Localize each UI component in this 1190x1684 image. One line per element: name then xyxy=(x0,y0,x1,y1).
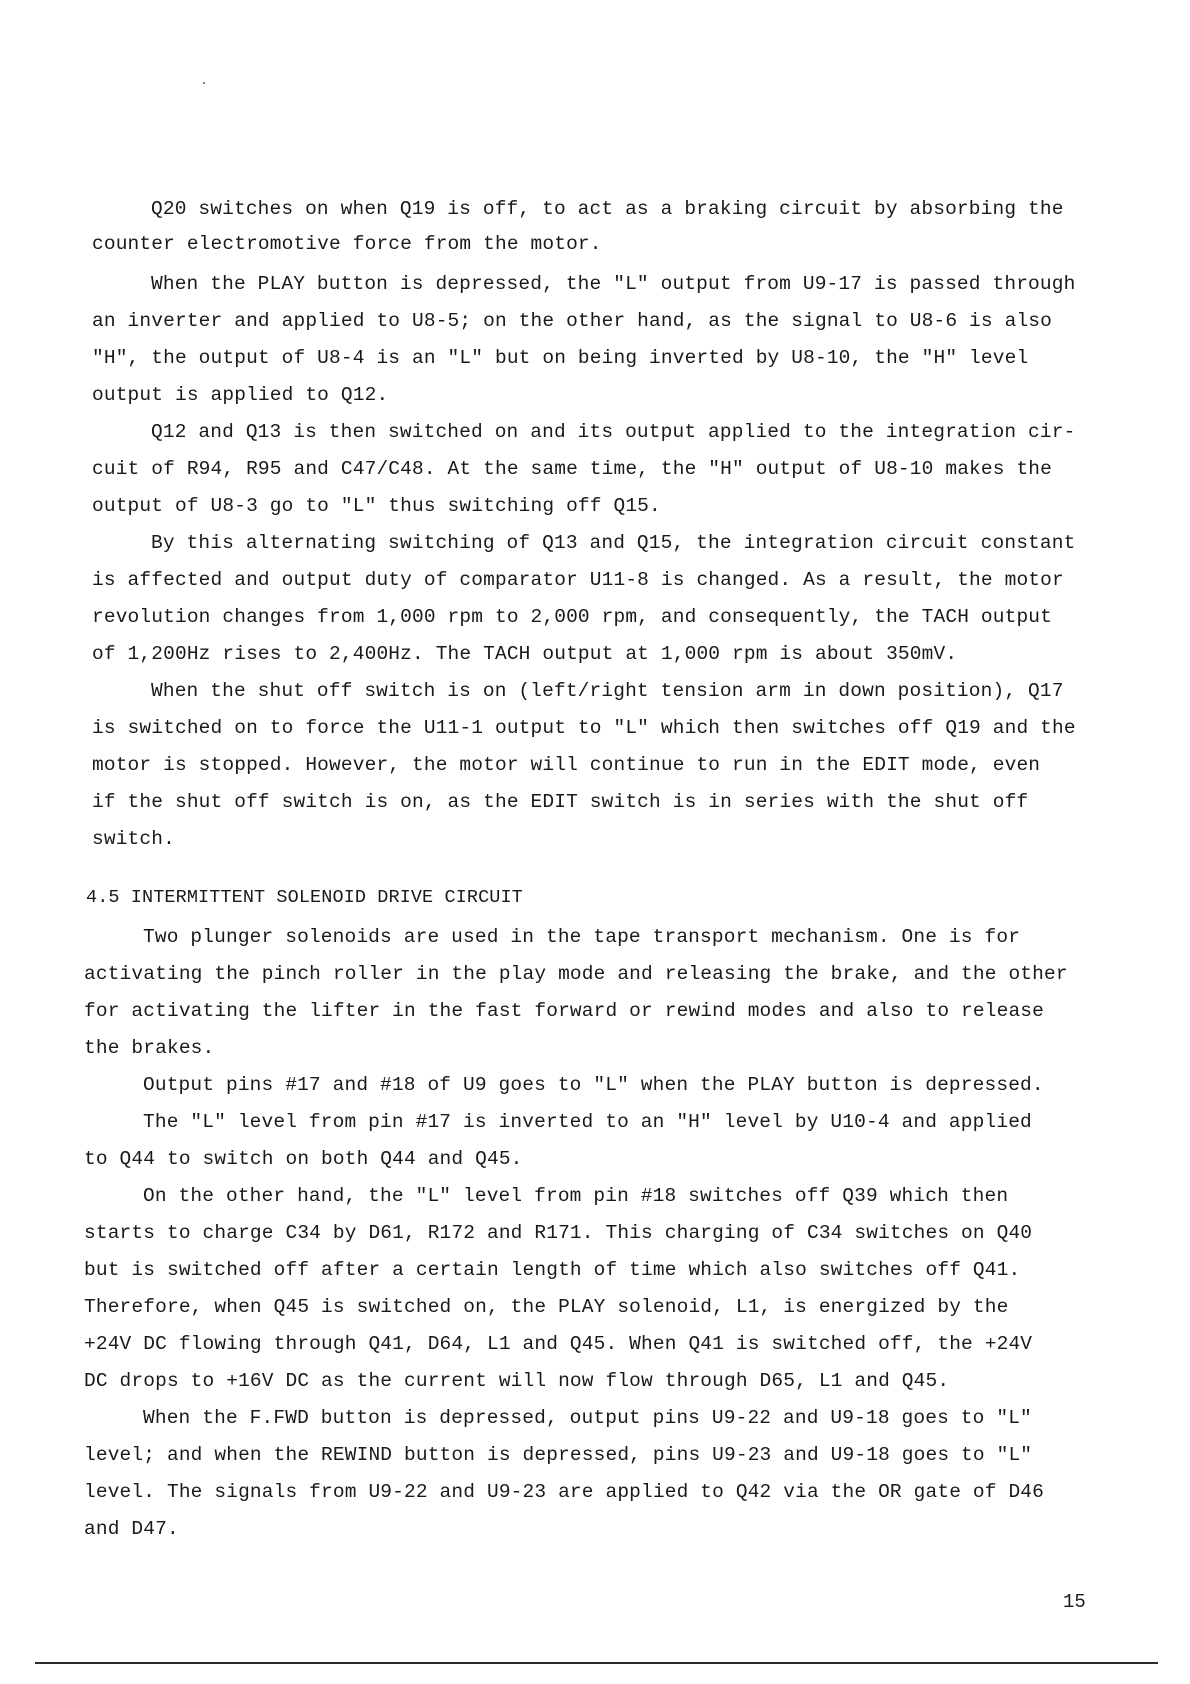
text-line: Therefore, when Q45 is switched on, the PLAY solenoid, L1, is energized by the xyxy=(84,1296,1009,1318)
text-line: cuit of R94, R95 and C47/C48. At the same time, the "H" output of U8-10 makes the xyxy=(92,458,1053,480)
text-line: of 1,200Hz rises to 2,400Hz. The TACH output at 1,000 rpm is about 350mV. xyxy=(92,643,958,665)
text-line: On the other hand, the "L" level from pin #18 switches off Q39 which then xyxy=(143,1185,1009,1207)
text-line: activating the pinch roller in the play mode and releasing the brake, and the other xyxy=(84,963,1068,985)
section-heading: 4.5 INTERMITTENT SOLENOID DRIVE CIRCUIT xyxy=(86,887,523,908)
text-line: level; and when the REWIND button is depressed, pins U9-23 and U9-18 goes to "L" xyxy=(84,1444,1033,1466)
text-line: for activating the lifter in the fast forward or rewind modes and also to release xyxy=(84,1000,1045,1022)
footer-rule xyxy=(35,1662,1158,1664)
scan-speck xyxy=(203,82,205,84)
text-line: Output pins #17 and #18 of U9 goes to "L" when the PLAY button is depressed. xyxy=(143,1074,1044,1096)
text-line: an inverter and applied to U8-5; on the other hand, as the signal to U8-6 is also xyxy=(92,310,1053,332)
text-line: DC drops to +16V DC as the current will now flow through D65, L1 and Q45. xyxy=(84,1370,950,1392)
text-line: if the shut off switch is on, as the EDIT switch is in series with the shut off xyxy=(92,791,1029,813)
text-line: the brakes. xyxy=(84,1037,215,1059)
text-line: Two plunger solenoids are used in the tape transport mechanism. One is for xyxy=(143,926,1021,948)
text-line: revolution changes from 1,000 rpm to 2,000 rpm, and consequently, the TACH output xyxy=(92,606,1053,628)
text-line: is affected and output duty of comparator U11-8 is changed. As a result, the motor xyxy=(92,569,1064,591)
text-line: to Q44 to switch on both Q44 and Q45. xyxy=(84,1148,523,1170)
text-line: Q12 and Q13 is then switched on and its output applied to the integration cir- xyxy=(151,421,1076,443)
text-line: and D47. xyxy=(84,1518,179,1540)
text-line: output is applied to Q12. xyxy=(92,384,389,406)
text-line: level. The signals from U9-22 and U9-23 are applied to Q42 via the OR gate of D46 xyxy=(84,1481,1045,1503)
text-line: The "L" level from pin #17 is inverted to an "H" level by U10-4 and applied xyxy=(143,1111,1032,1133)
text-line: but is switched off after a certain length of time which also switches off Q41. xyxy=(84,1259,1021,1281)
text-line: output of U8-3 go to "L" thus switching off Q15. xyxy=(92,495,661,517)
text-line: When the F.FWD button is depressed, output pins U9-22 and U9-18 goes to "L" xyxy=(143,1407,1032,1429)
page-number: 15 xyxy=(1063,1591,1086,1613)
text-line: switch. xyxy=(92,828,175,850)
text-line: is switched on to force the U11-1 output to "L" which then switches off Q19 and the xyxy=(92,717,1076,739)
text-line: When the PLAY button is depressed, the "L" output from U9-17 is passed through xyxy=(151,273,1076,295)
text-line: "H", the output of U8-4 is an "L" but on being inverted by U8-10, the "H" level xyxy=(92,347,1029,369)
text-line: +24V DC flowing through Q41, D64, L1 and Q45. When Q41 is switched off, the +24V xyxy=(84,1333,1033,1355)
text-line: When the shut off switch is on (left/right tension arm in down position), Q17 xyxy=(151,680,1064,702)
text-line: motor is stopped. However, the motor will continue to run in the EDIT mode, even xyxy=(92,754,1041,776)
text-line: counter electromotive force from the motor. xyxy=(92,233,602,255)
text-line: By this alternating switching of Q13 and Q15, the integration circuit constant xyxy=(151,532,1076,554)
text-line: starts to charge C34 by D61, R172 and R171. This charging of C34 switches on Q40 xyxy=(84,1222,1033,1244)
text-line: Q20 switches on when Q19 is off, to act as a braking circuit by absorbing the xyxy=(151,198,1064,220)
